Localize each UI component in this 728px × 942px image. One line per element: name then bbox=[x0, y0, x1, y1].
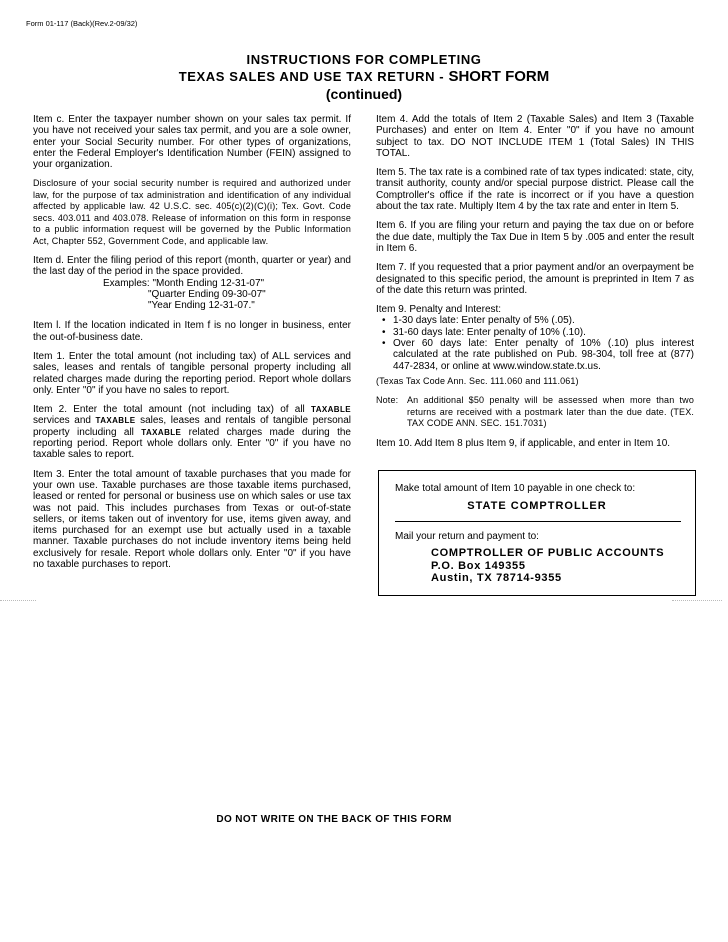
penalty-item: • 1-30 days late: Enter penalty of 5% (.05). bbox=[376, 315, 694, 326]
title-line-2-main: TEXAS SALES AND USE TAX RETURN - bbox=[178, 69, 449, 84]
example-month: "Month Ending 12-31-07" bbox=[152, 277, 265, 289]
payment-box bbox=[378, 470, 696, 596]
divider bbox=[395, 521, 681, 522]
note-label: Note: bbox=[376, 395, 399, 406]
item-2-part-c: sales, leases and rentals of tangible personal property including all bbox=[33, 415, 351, 438]
note-text: An additional $50 penalty will be assessed when more than two returns are received with a postmark later than the due date. (TEX. TAX CODE ANN. SEC. 151.7031) bbox=[407, 395, 694, 429]
right-column bbox=[376, 114, 694, 457]
item-10-instruction: Item 10. Add Item 8 plus Item 9, if applicable, and enter in Item 10. bbox=[376, 437, 671, 449]
right-cut-mark bbox=[672, 600, 722, 601]
title-line-2 bbox=[0, 68, 728, 85]
item-1-instruction: Item 1. Enter the total amount (not including tax) of ALL services and sales, leases and rentals of tangible personal property including all related charges made during the reporting period. Report whole dollars only. Enter "0" if you have no sales to report. bbox=[33, 351, 351, 396]
item-2-part-b: services and bbox=[33, 415, 96, 427]
item-2-part-d: related charges made during the reporting period. Report whole dollars only. Enter "0" if you have no taxable sales to report. bbox=[33, 426, 351, 461]
item-5-instruction: Item 5. The tax rate is a combined rate of tax types indicated: state, city, transit authority, county and/or special purpose district. Please call the Comptroller's office if the rate is incorrect or if you have a question about the tax rate. Multiply Item 4 by the tax rate and enter in Item 5. bbox=[376, 167, 694, 213]
item-9-heading: Item 9. Penalty and Interest: bbox=[376, 304, 502, 316]
penalty-note bbox=[376, 395, 694, 429]
item-4-instruction: Item 4. Add the totals of Item 2 (Taxable Sales) and Item 3 (Taxable Purchases) and enter on Item 4. Enter "0" if you have no amount subject to tax. DO NOT INCLUDE ITEM 1 (Total Sales) IN THIS TOTAL. bbox=[376, 114, 694, 159]
mailing-address bbox=[431, 547, 664, 585]
penalty-list bbox=[376, 315, 694, 371]
address-line-3: Austin, TX 78714-9355 bbox=[431, 572, 562, 584]
item-7-instruction: Item 7. If you requested that a prior payment and/or an overpayment be designated to this specific period, the amount is preprinted in Item 7 as of the date this return was printed. bbox=[376, 262, 694, 296]
penalty-item: • Over 60 days late: Enter penalty of 10% (.10) plus interest calculated at the rate published on Pub. 98-304, toll free at (877) 447-2834, or online at www.window.state.tx.us. bbox=[376, 338, 694, 372]
item-2-instruction bbox=[33, 404, 351, 460]
left-cut-mark bbox=[0, 600, 36, 601]
address-line-1: COMPTROLLER OF PUBLIC ACCOUNTS bbox=[431, 547, 665, 559]
ssn-disclosure: Disclosure of your social security number is required and authorized under law, for the purpose of tax administration and identification of any individual affected by applicable law. 42 U.S.C. sec. 405(c)(2)(C)(i); Tex. Govt. Code secs. 403.011 and 403.078. Release of information on this form in response to a public information request will be governed by the Public Information Act, Chapter 552, Government Code, and applicable law. bbox=[33, 178, 351, 246]
tax-code-reference: (Texas Tax Code Ann. Sec. 111.060 and 111.061) bbox=[376, 375, 579, 386]
taxable-word-3: TAXABLE bbox=[141, 427, 182, 437]
item-2-part-a: Item 2. Enter the total amount (not including tax) of all bbox=[33, 404, 312, 416]
mail-line: Mail your return and payment to: bbox=[395, 531, 539, 542]
left-column bbox=[33, 114, 351, 578]
example-line-1 bbox=[33, 278, 351, 289]
item-l-instruction: Item l. If the location indicated in Item f is no longer in business, enter the out-of-business date. bbox=[33, 320, 351, 343]
address-line-2: P.O. Box 149355 bbox=[431, 559, 526, 572]
example-year: "Year Ending 12-31-07." bbox=[148, 300, 255, 312]
item-3-instruction: Item 3. Enter the total amount of taxable purchases that you made for your own use. Taxable purchases are those taxable items purchased, leased or rented for personal or business use on which sales or use tax was not paid. This includes purchases from Texas or out-of-state sellers, or items taken out of inventory for use, items given away, and items purchased for an exempt use but actually used in a taxable manner. Taxable purchases do not include inventory items being held exclusively for resale. Report whole dollars only. Enter "0" if you have no taxable purchases to report. bbox=[33, 468, 351, 571]
example-quarter: "Quarter Ending 09-30-07" bbox=[148, 288, 266, 300]
item-c-instruction: Item c. Enter the taxpayer number shown on your sales tax permit. If you have not received your sales tax permit, and you are a sole owner, enter your Social Security number. For other types of organizations, enter the Federal Employer's Identification Number (FEIN) assigned to your organization. bbox=[33, 114, 351, 171]
item-d-instruction: Item d. Enter the filing period of this report (month, quarter or year) and the last day of the period in the space provided. bbox=[33, 254, 351, 278]
payable-line: Make total amount of Item 10 payable in one check to: bbox=[395, 483, 636, 494]
taxable-word-2: TAXABLE bbox=[95, 416, 136, 426]
footer-notice: DO NOT WRITE ON THE BACK OF THIS FORM bbox=[216, 814, 452, 825]
taxable-word-1: TAXABLE bbox=[311, 405, 351, 415]
form-number: Form 01-117 (Back)(Rev.2-09/32) bbox=[26, 19, 138, 28]
examples-label: Examples: bbox=[103, 277, 153, 289]
payee-name: STATE COMPTROLLER bbox=[467, 500, 607, 512]
title-continued: (continued) bbox=[325, 86, 403, 102]
item-6-instruction: Item 6. If you are filing your return and paying the tax due on or before the due date, multiply the Tax Due in Item 5 by .005 and enter the result in Item 6. bbox=[376, 220, 694, 254]
title-line-1: INSTRUCTIONS FOR COMPLETING bbox=[246, 52, 482, 67]
penalty-item: • 31-60 days late: Enter penalty of 10% (.10). bbox=[376, 327, 694, 338]
title-short-form: SHORT FORM bbox=[448, 68, 550, 85]
